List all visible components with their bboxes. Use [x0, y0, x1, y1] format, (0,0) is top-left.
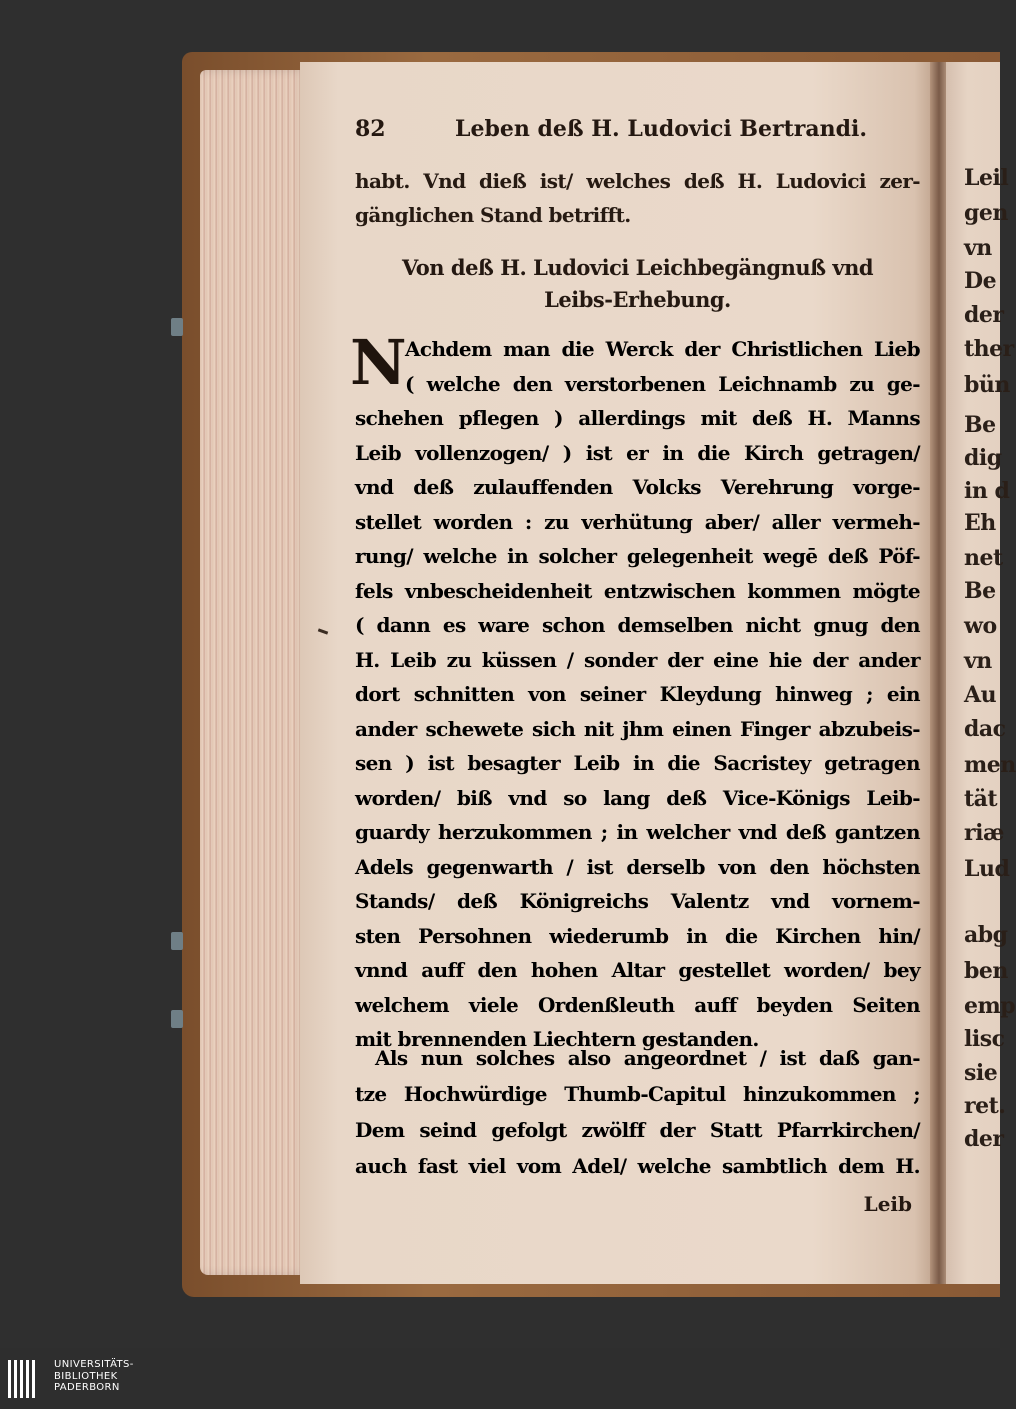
- facing-page-fragment: ther: [964, 336, 1014, 362]
- facing-page-fragment: Lud: [964, 856, 1010, 882]
- catchword: Leib: [863, 1192, 912, 1216]
- facing-page-fragment: Leil: [964, 165, 1009, 191]
- facing-page-fragment: Eh: [964, 510, 996, 536]
- facing-page-fragment: tät: [964, 786, 998, 812]
- facing-page-fragment: bün: [964, 372, 1010, 398]
- body-line: mit brennenden Liechtern gestanden.: [355, 1027, 759, 1051]
- body-line: Adels gegenwarth / ist derselb von den höchsten: [355, 854, 920, 879]
- body-line: sen ) ist besagter Leib in die Sacristey getragen: [355, 751, 920, 775]
- clasp-middle: [171, 932, 183, 950]
- facing-page-fragment: lisc: [964, 1026, 1005, 1052]
- body-line: habt. Vnd dieß ist/ welches deß H. Ludovici zer-: [355, 169, 920, 193]
- facing-page-fragment: vn: [964, 235, 992, 261]
- running-head: [355, 116, 920, 150]
- body-line: ( dann es ware schon demselben nicht gnug den: [355, 613, 920, 637]
- body-line: stellet worden : zu verhütung aber/ aller vermeh-: [355, 509, 920, 534]
- body-line: auch fast viel vom Adel/ welche sambtlich dem H.: [355, 1154, 920, 1178]
- facing-page-fragment: in d: [964, 478, 1010, 504]
- facing-page-fragment: Be: [964, 412, 996, 438]
- running-title: Leben deß H. Ludovici Bertrandi.: [455, 116, 868, 142]
- facing-page-fragment: emp: [964, 993, 1016, 1019]
- body-line: gänglichen Stand betrifft.: [355, 203, 631, 227]
- body-line: worden/ biß vnd so lang deß Vice-Königs Leib-: [355, 785, 920, 810]
- facing-page-fragment: der: [964, 302, 1004, 328]
- body-line: fels vnbescheidenheit entzwischen kommen mögte: [355, 578, 920, 603]
- clasp-bottom: [171, 1010, 183, 1028]
- facing-page-fragment: De: [964, 268, 997, 294]
- drop-cap: N: [350, 326, 407, 399]
- facing-page-fragment: Be: [964, 578, 996, 604]
- facing-page-fragment: dac: [964, 716, 1006, 742]
- facing-page: [946, 62, 1016, 1284]
- body-line: ander schewete sich nit jhm einen Finger abzubeis-: [355, 716, 920, 741]
- facing-page-fragment: abg: [964, 922, 1008, 948]
- body-line: Als nun solches also angeordnet / ist daß gan-: [375, 1046, 920, 1070]
- facing-page-fragment: net: [964, 545, 1003, 571]
- body-line: Achdem man die Werck der Christlichen Lieb: [405, 337, 920, 361]
- library-logo-line: BIBLIOTHEK: [54, 1370, 118, 1382]
- body-line: sten Persohnen wiederumb in die Kirchen hin/: [355, 923, 920, 948]
- body-line: rung/ welche in solcher gelegenheit wegē deß Pöf-: [355, 544, 920, 568]
- section-heading-line: Leibs-Erhebung.: [544, 287, 731, 312]
- clasp-top: [171, 318, 183, 336]
- facing-page-fragment: vn: [964, 648, 992, 674]
- facing-page-fragment: dig: [964, 445, 1002, 471]
- body-line: welchem viele Ordenßleuth auff beyden Seiten: [355, 992, 920, 1017]
- section-heading-line: Von deß H. Ludovici Leichbegängnuß vnd: [401, 255, 874, 280]
- facing-page-fragment: riæ: [964, 820, 1004, 846]
- facing-page-fragment: der: [964, 1126, 1004, 1152]
- facing-page-fragment: men: [964, 752, 1016, 778]
- body-line: vnnd auff den hohen Altar gestellet worden/ bey: [355, 958, 920, 982]
- facing-page-fragment: ben: [964, 958, 1008, 984]
- library-logo-icon: [8, 1360, 48, 1398]
- body-line: Stands/ deß Königreichs Valentz vnd vornem-: [355, 889, 920, 913]
- page-stack-edge: [200, 70, 308, 1275]
- library-logo-line: PADERBORN: [54, 1382, 120, 1393]
- body-line: Leib vollenzogen/ ) ist er in die Kirch getragen/: [355, 440, 920, 465]
- facing-page-fragment: sie: [964, 1060, 998, 1086]
- body-line: Dem seind gefolgt zwölff der Statt Pfarrkirchen/: [355, 1118, 920, 1142]
- facing-page-fragment: ret.: [964, 1093, 1006, 1119]
- body-line: dort schnitten von seiner Kleydung hinweg ; ein: [355, 682, 920, 706]
- body-line: tze Hochwürdige Thumb-Capitul hinzukommen ;: [355, 1082, 920, 1106]
- body-line: ( welche den verstorbenen Leichnamb zu ge-: [405, 371, 920, 396]
- body-line: vnd deß zulauffenden Volcks Verehrung vorge-: [355, 475, 920, 499]
- body-line: guardy herzukommen ; in welcher vnd deß gantzen: [355, 820, 920, 844]
- body-line: H. Leib zu küssen / sonder der eine hie der ander: [355, 647, 920, 672]
- library-logo-text: [54, 1359, 134, 1394]
- library-logo-line: UNIVERSITÄTS-: [54, 1359, 134, 1370]
- library-footer: [0, 1348, 1000, 1409]
- page-number: 82: [355, 116, 386, 142]
- facing-page-fragment: gen: [964, 200, 1008, 226]
- facing-page-fragment: Au: [964, 682, 997, 708]
- body-line: schehen pflegen ) allerdings mit deß H. Manns: [355, 406, 920, 430]
- facing-page-fragment: wo: [964, 613, 997, 639]
